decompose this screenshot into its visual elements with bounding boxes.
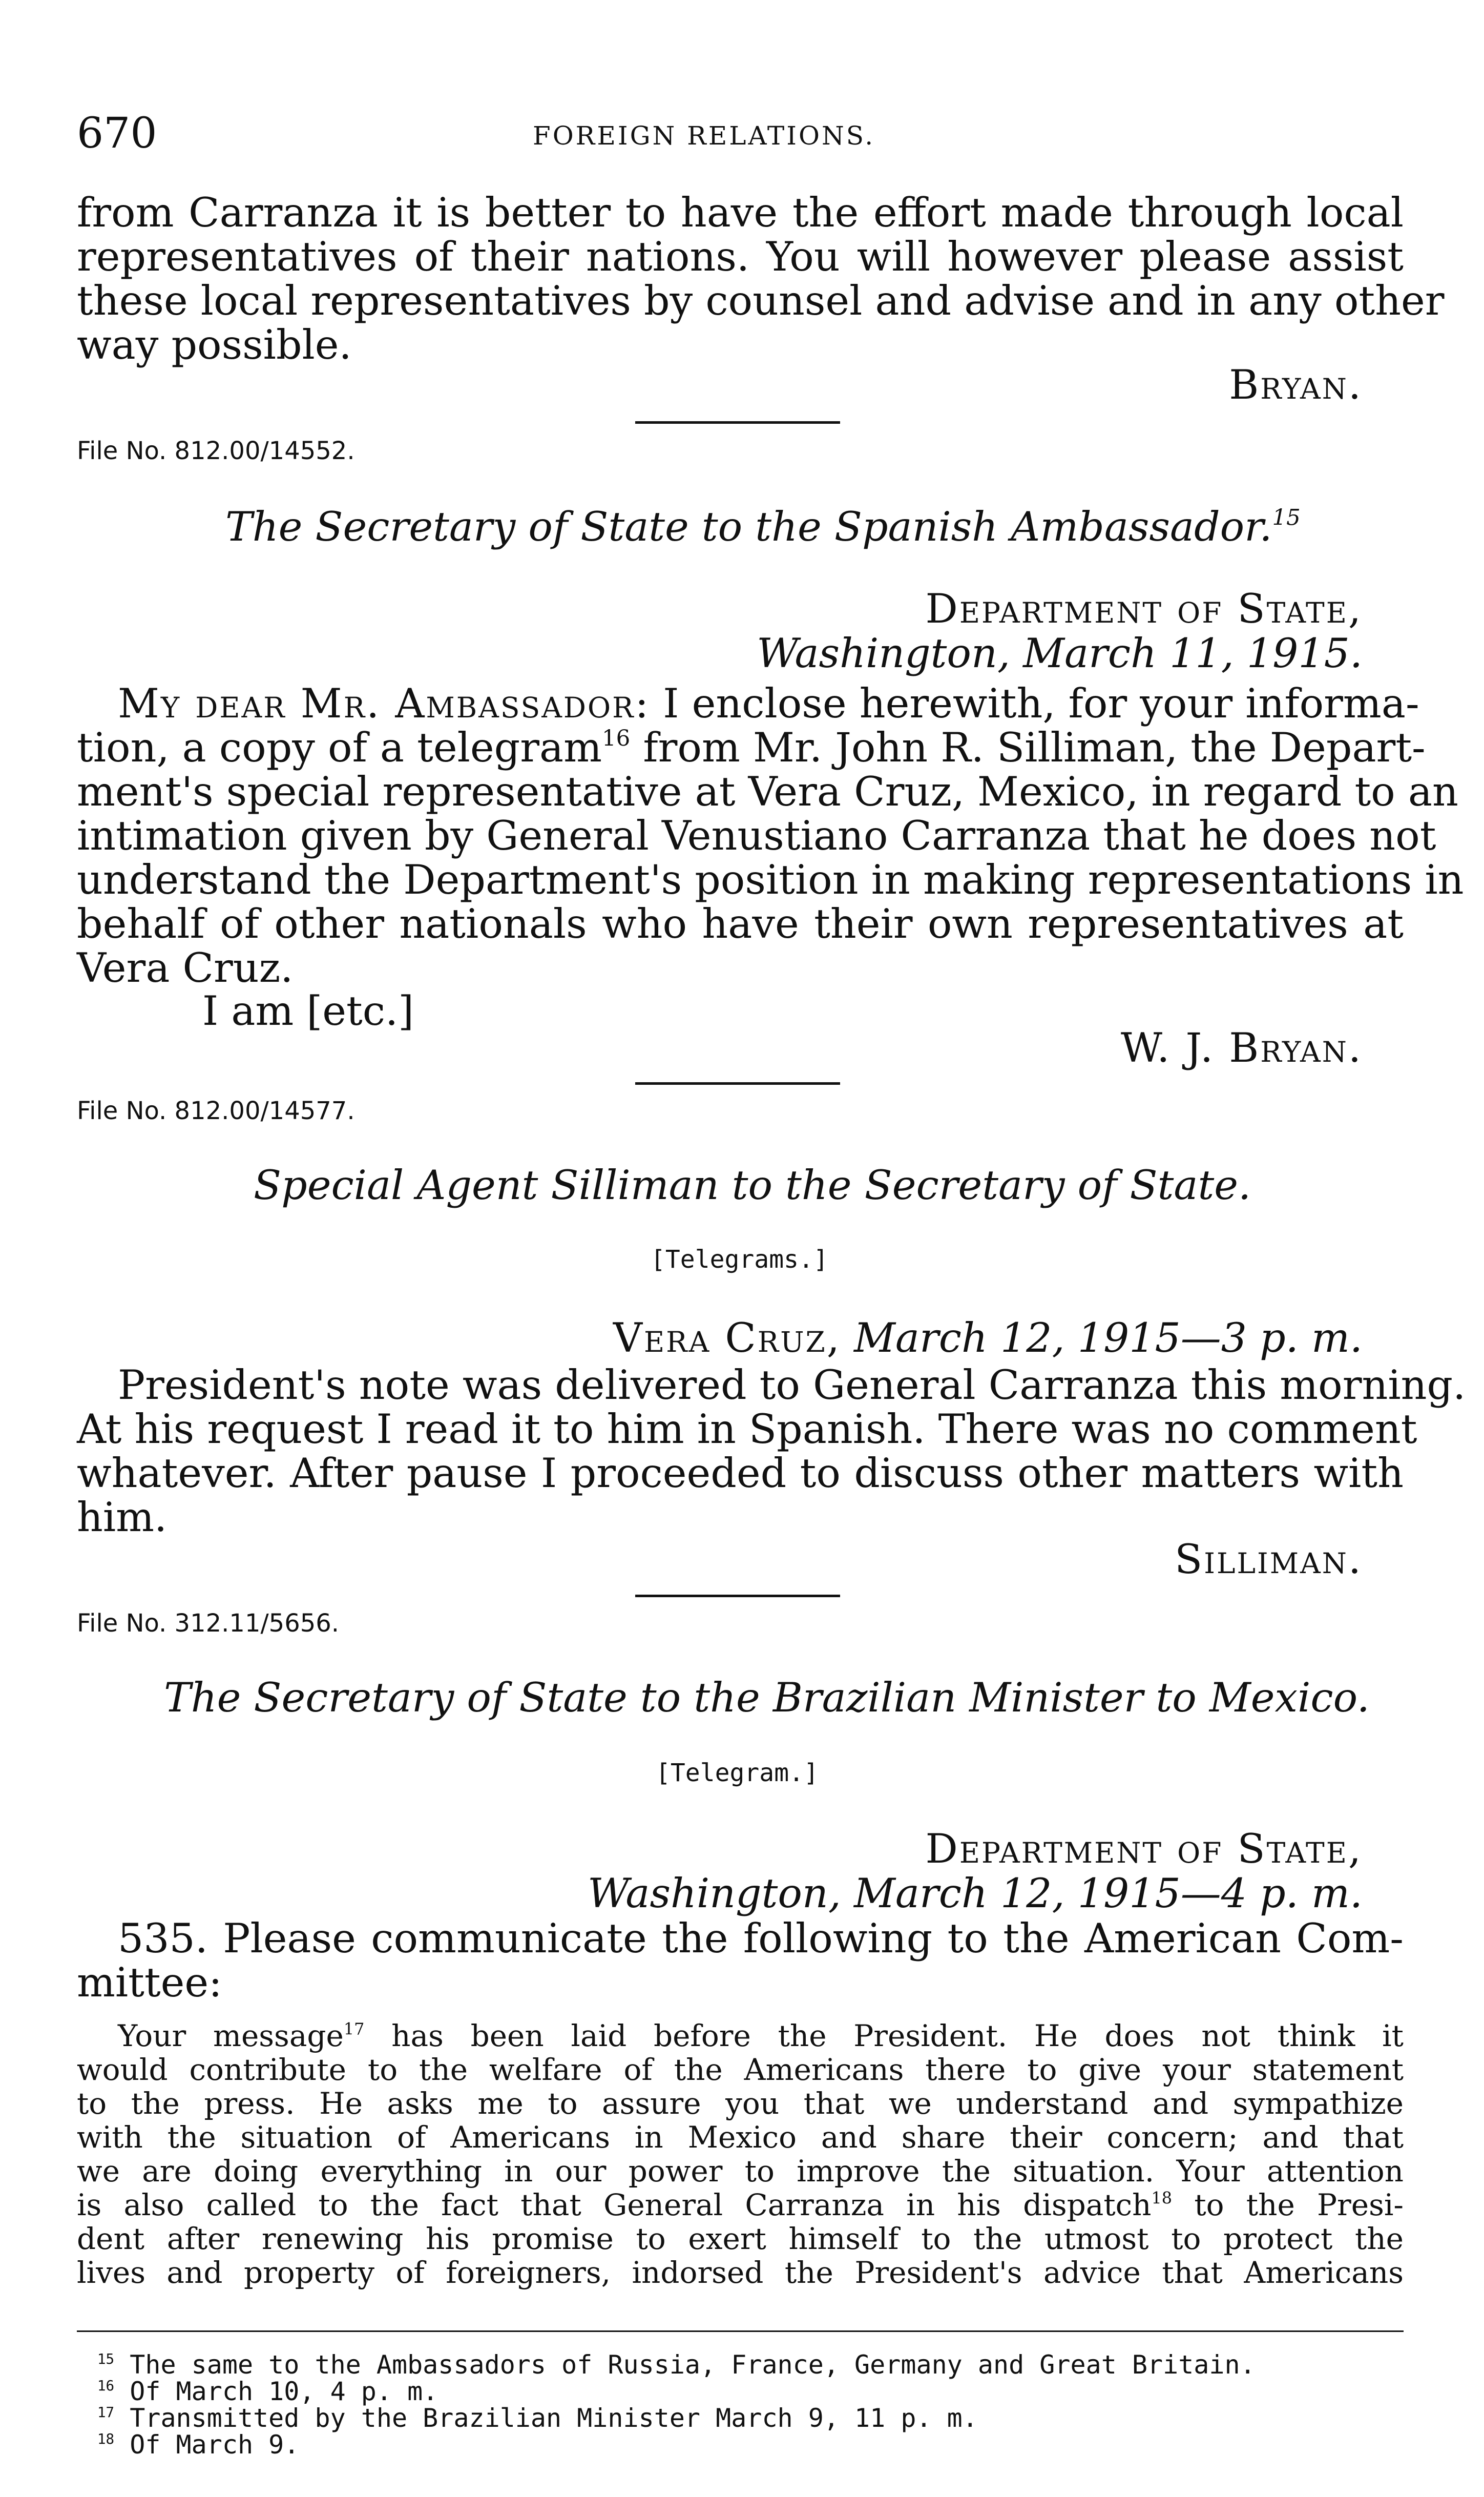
paragraph-line: lives and property of foreigners, indorsed the President's advice that Americans xyxy=(77,2255,1404,2290)
paragraph-line: behalf of other nationals who have their own representatives at xyxy=(77,900,1404,947)
dateline-place: Vera Cruz, xyxy=(613,1314,841,1361)
paragraph-line xyxy=(77,724,1426,771)
document-type: [Telegram.] xyxy=(656,1759,819,1787)
letter-body xyxy=(77,680,1464,992)
quoted-message xyxy=(77,2019,1404,2289)
footnote-divider xyxy=(77,2330,1404,2332)
file-number: File No. 812.00/14552. xyxy=(77,437,355,465)
paragraph-line: dent after renewing his promise to exert himself to the utmost to protect the xyxy=(77,2221,1404,2256)
paragraph-line: from Carranza it is better to have the effort made through local xyxy=(77,189,1404,236)
paragraph-line: with the situation of Americans in Mexico and share their concern; and that xyxy=(77,2120,1404,2155)
paragraph-line: representatives of their nations. You will however please assist xyxy=(77,233,1404,280)
dateline-date: March 12, 1915—3 p. m. xyxy=(854,1314,1363,1361)
line-text: Your message xyxy=(118,2018,344,2053)
footnote-ref: 16 xyxy=(602,726,631,752)
line-text: I enclose herewith, for your informa- xyxy=(663,680,1419,727)
footnote-text: The same to the Ambassadors of Russia, France, Germany and Great Britain. xyxy=(130,2350,1256,2380)
page-number: 670 xyxy=(77,109,157,158)
line-text: to the Presi- xyxy=(1194,2188,1404,2222)
dateline-date: Washington, March 12, 1915—4 p. m. xyxy=(588,1870,1363,1917)
footnote-text: Transmitted by the Brazilian Minister March 9, 11 p. m. xyxy=(130,2403,978,2433)
footnote-ref: 17 xyxy=(343,2019,365,2039)
dateline-place: Department of State, xyxy=(925,1825,1363,1872)
paragraph-line: At his request I read it to him in Spanish. There was no comment xyxy=(77,1406,1417,1453)
closing: I am [etc.] xyxy=(202,987,414,1035)
footnote-mark: 17 xyxy=(97,2404,115,2421)
signature: Silliman. xyxy=(1175,1536,1363,1583)
paragraph-line: Vera Cruz. xyxy=(77,944,294,992)
footnote-ref: 15 xyxy=(1272,505,1301,531)
paragraph-line: these local representatives by counsel and advise and in any other xyxy=(77,277,1445,324)
paragraph-line: ment's special representative at Vera Cruz, Mexico, in regard to an xyxy=(77,768,1458,815)
section-divider xyxy=(635,421,840,424)
paragraph-line: 535. Please communicate the following to the American Com- xyxy=(118,1915,1404,1962)
paragraph-line: would contribute to the welfare of the Americans there to give your statement xyxy=(77,2052,1404,2087)
dateline xyxy=(512,1316,1363,1360)
footnote-ref: 18 xyxy=(1151,2188,1173,2208)
file-number: File No. 312.11/5656. xyxy=(77,1609,340,1638)
paragraph-line: President's note was delivered to General Carranza this morning. xyxy=(118,1361,1466,1409)
signature: Bryan. xyxy=(1229,361,1363,408)
line-text: tion, a copy of a telegram xyxy=(77,724,602,771)
footnote-mark: 15 xyxy=(97,2350,115,2367)
footnote xyxy=(97,2405,978,2431)
salutation: My dear Mr. Ambassador: xyxy=(118,680,651,727)
line-text: has been laid before the President. He does not think it xyxy=(391,2018,1404,2053)
paragraph-line: we are doing everything in our power to improve the situation. Your attention xyxy=(77,2154,1404,2189)
paragraph-line: intimation given by General Venustiano Carranza that he does not xyxy=(77,812,1436,859)
paragraph-line: mittee: xyxy=(77,1959,222,2006)
paragraph-line xyxy=(77,2019,1404,2053)
paragraph-line: whatever. After pause I proceeded to discuss other matters with xyxy=(77,1450,1404,1497)
telegram-body xyxy=(77,1361,1466,1541)
dateline-date: Washington, March 11, 1915. xyxy=(757,630,1363,677)
continuation-paragraph xyxy=(77,189,1445,368)
running-title: FOREIGN RELATIONS. xyxy=(533,121,875,151)
paragraph-line: understand the Department's position in making representations in xyxy=(77,856,1464,903)
line-text: from Mr. John R. Silliman, the Depart- xyxy=(643,724,1426,771)
paragraph-line xyxy=(77,2188,1404,2222)
footnote-text: Of March 10, 4 p. m. xyxy=(130,2377,438,2406)
section-divider xyxy=(635,1082,840,1085)
line-text: is also called to the fact that General Carranza in his dispatch xyxy=(77,2188,1152,2222)
telegram-body xyxy=(77,1916,1404,2005)
document-type: [Telegrams.] xyxy=(651,1245,828,1274)
document-title: The Secretary of State to the Brazilian Minister to Mexico. xyxy=(164,1674,1370,1721)
document-title xyxy=(225,505,1301,549)
footnote-text: Of March 9. xyxy=(130,2430,300,2460)
title-text: The Secretary of State to the Spanish Ambassador. xyxy=(225,503,1272,550)
paragraph-line xyxy=(77,680,1419,727)
paragraph-line: way possible. xyxy=(77,321,352,368)
paragraph-line: to the press. He asks me to assure you that we understand and sympathize xyxy=(77,2086,1404,2121)
footnote xyxy=(97,2352,1256,2378)
section-divider xyxy=(635,1595,840,1597)
dateline-place: Department of State, xyxy=(925,585,1363,632)
signature: W. J. Bryan. xyxy=(1120,1024,1363,1071)
paragraph-line: him. xyxy=(77,1494,168,1541)
footnote-mark: 16 xyxy=(97,2377,115,2394)
footnote-mark: 18 xyxy=(97,2430,115,2447)
document-title: Special Agent Silliman to the Secretary of State. xyxy=(254,1162,1251,1209)
file-number: File No. 812.00/14577. xyxy=(77,1097,355,1125)
footnote xyxy=(97,2379,438,2404)
footnote xyxy=(97,2432,299,2458)
